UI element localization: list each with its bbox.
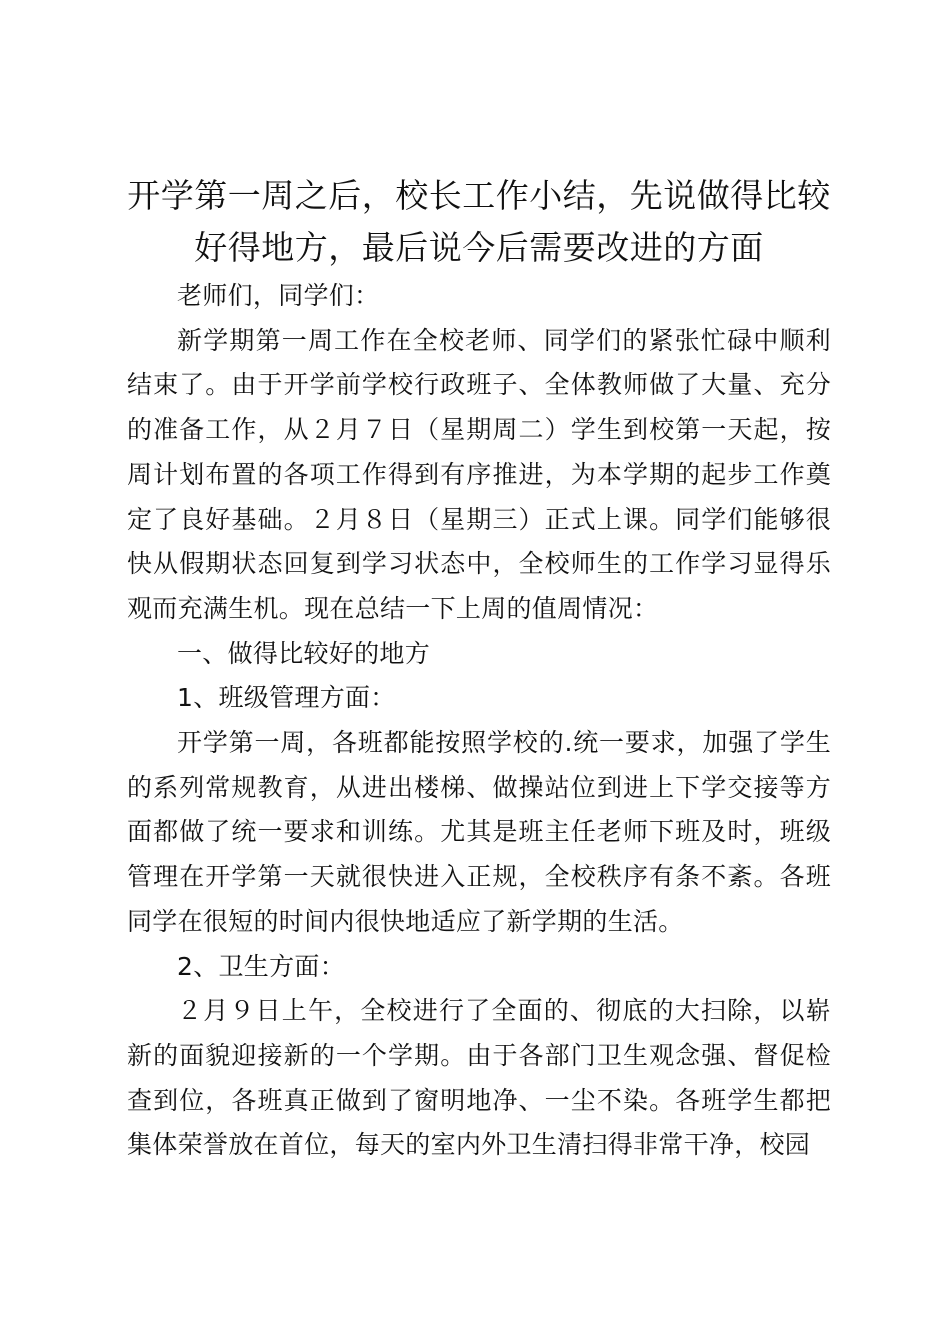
- subheading-hygiene: 2、卫生方面：: [177, 951, 346, 981]
- subheading-class-management: 1、班级管理方面：: [177, 683, 396, 713]
- class-management-paragraph: 开学第一周，各班都能按照学校的.统一要求，加强了学生的系列常规教育，从进出楼梯、做操站位到进上下学交接等方面都做了统一要求和训练。尤其是班主任老师下班及时，班级管理在开学第一天就很快进入正规，全校秩序有条不紊。各班同学在很短的时间内很快地适应了新学期的生活。: [127, 728, 831, 936]
- section-heading-good-points: 一、做得比较好的地方: [177, 638, 431, 668]
- salutation: 老师们，同学们：: [177, 281, 380, 310]
- intro-paragraph: 新学期第一周工作在全校老师、同学们的紧张忙碌中顺利结束了。由于开学前学校行政班子、全体教师做了大量、充分的准备工作，从２月７日（星期周二）学生到校第一天起，按周计划布置的各项工作得到有序推进，为本学期的起步工作奠定了良好基础。２月８日（星期三）正式上课。同学们能够很快从假期状态回复到学习状态中，全校师生的工作学习显得乐观而充满生机。现在总结一下上周的值周情况：: [127, 325, 831, 623]
- document-page: [127, 170, 831, 1168]
- hygiene-paragraph: ２月９日上午，全校进行了全面的、彻底的大扫除，以崭新的面貌迎接新的一个学期。由于各部门卫生观念强、督促检查到位，各班真正做到了窗明地净、一尘不染。各班学生都把集体荣誉放在首位，每天的室内外卫生清扫得非常干净，校园: [127, 996, 831, 1160]
- document-title: 开学第一周之后，校长工作小结，先说做得比较好得地方，最后说今后需要改进的方面: [127, 176, 831, 267]
